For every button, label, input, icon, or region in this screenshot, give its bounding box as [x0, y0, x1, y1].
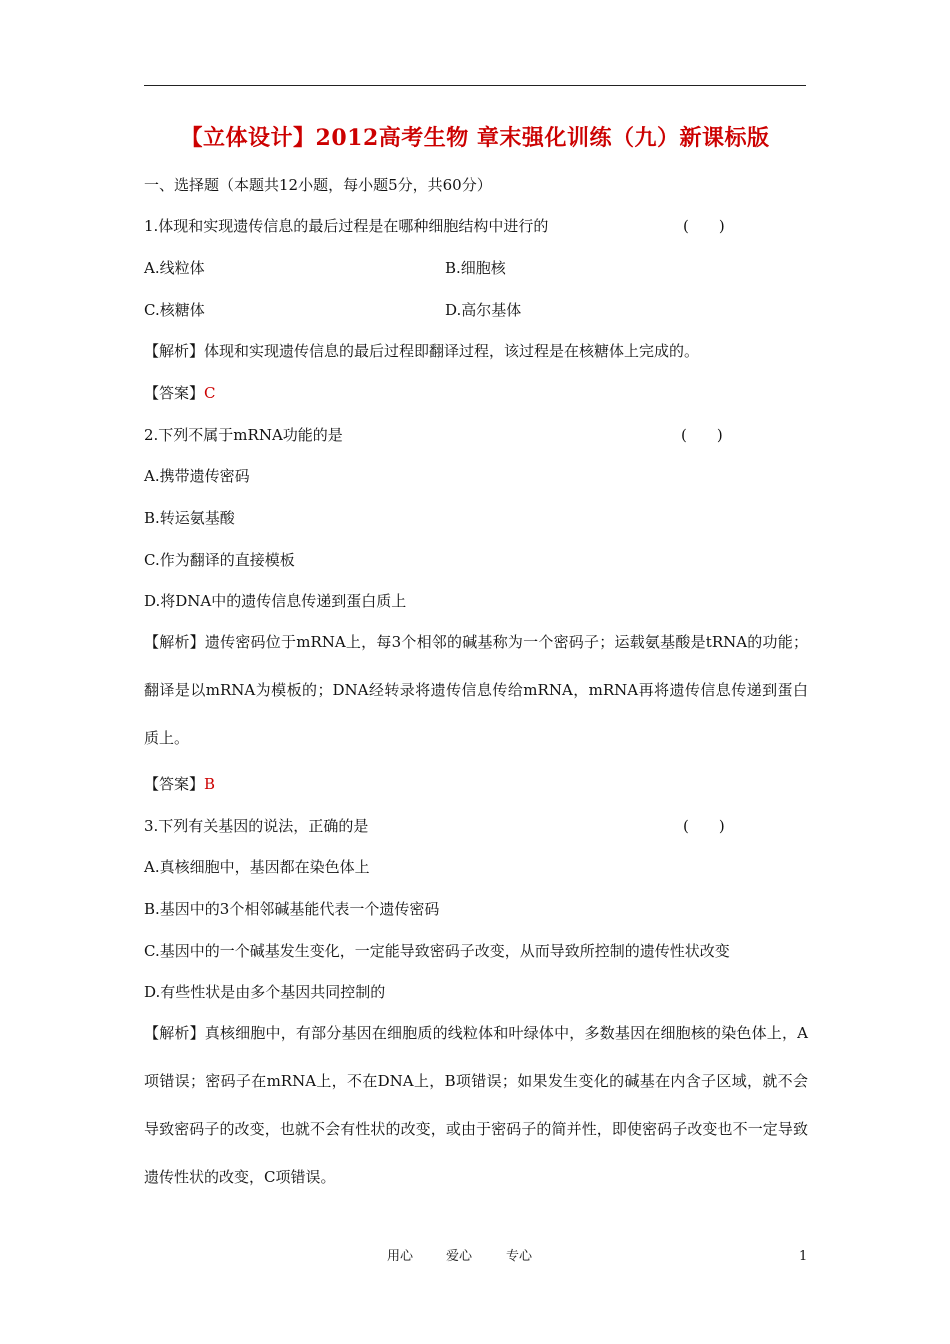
- analysis-label: 【解析】: [144, 1024, 205, 1042]
- question-3-stem: 3.下列有关基因的说法，正确的是: [144, 817, 369, 835]
- analysis-text: 体现和实现遗传信息的最后过程即翻译过程，该过程是在核糖体上完成的。: [204, 342, 700, 360]
- question-1-option-b: B.细胞核: [445, 259, 506, 277]
- question-1-option-d: D.高尔基体: [445, 301, 522, 319]
- answer-label: 【答案】: [144, 775, 205, 793]
- question-2-answer: [144, 774, 215, 794]
- analysis-text: 遗传密码位于mRNA上，每3个相邻的碱基称为一个密码子；运载氨基酸是tRNA的功能；翻译是以mRNA为模板的；DNA经转录将遗传信息传给mRNA，mRNA再将遗传信息传递到蛋白质上。: [144, 633, 808, 747]
- question-1-answer-bracket: ( ): [683, 217, 725, 235]
- page-title: 【立体设计】2012高考生物 章末强化训练（九）新课标版: [180, 125, 770, 151]
- page-number: 1: [799, 1249, 808, 1264]
- question-2-option-c: C.作为翻译的直接模板: [144, 551, 295, 569]
- question-1-option-a: A.线粒体: [144, 259, 205, 277]
- question-3-option-c: C.基因中的一个碱基发生变化，一定能导致密码子改变，从而导致所控制的遗传性状改变: [144, 942, 730, 960]
- question-3-option-b: B.基因中的3个相邻碱基能代表一个遗传密码: [144, 900, 440, 918]
- question-1-answer: [144, 383, 216, 403]
- analysis-label: 【解析】: [144, 633, 205, 651]
- question-3-answer-bracket: ( ): [683, 817, 725, 835]
- question-1-option-c: C.核糖体: [144, 301, 205, 319]
- question-3-analysis: [144, 1009, 808, 1201]
- footer-left: 用心: [387, 1249, 414, 1264]
- question-2-option-d: D.将DNA中的遗传信息传递到蛋白质上: [144, 592, 407, 610]
- answer-label: 【答案】: [144, 384, 205, 402]
- analysis-label: 【解析】: [144, 342, 205, 360]
- question-1-analysis: [144, 341, 699, 361]
- analysis-text: 真核细胞中，有部分基因在细胞质的线粒体和叶绿体中，多数基因在细胞核的染色体上，A项错误；密码子在mRNA上，不在DNA上，B项错误；如果发生变化的碱基在内含子区域，就不会导致密码子的改变，也就不会有性状的改变，或由于密码子的简并性，即使密码子改变也不一定导致遗传性状的改变，C项错误。: [144, 1024, 808, 1186]
- question-1-stem: 1.体现和实现遗传信息的最后过程是在哪种细胞结构中进行的: [144, 217, 549, 235]
- question-3-option-a: A.真核细胞中，基因都在染色体上: [144, 858, 370, 876]
- question-2-answer-bracket: ( ): [681, 426, 723, 444]
- header-rule: [144, 85, 806, 86]
- answer-value: B: [204, 775, 216, 793]
- footer-right: 专心: [506, 1249, 533, 1264]
- question-2-option-b: B.转运氨基酸: [144, 509, 235, 527]
- question-2-analysis: [144, 618, 808, 762]
- section-header: 一、选择题（本题共12小题，每小题5分，共60分）: [144, 176, 492, 194]
- question-2-option-a: A.携带遗传密码: [144, 467, 250, 485]
- question-3-option-d: D.有些性状是由多个基因共同控制的: [144, 983, 386, 1001]
- footer-middle: 爱心: [446, 1249, 473, 1264]
- question-2-stem: 2.下列不属于mRNA功能的是: [144, 426, 343, 444]
- answer-value: C: [204, 384, 216, 402]
